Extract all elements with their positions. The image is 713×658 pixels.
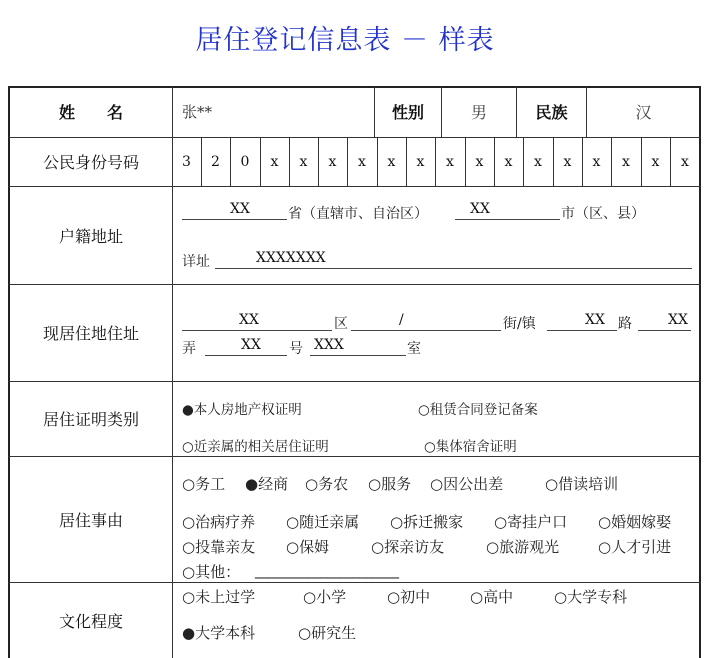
page-title: 居住登记信息表 － 样表	[195, 25, 495, 56]
number-underline	[205, 355, 287, 356]
number-suffix: 号	[289, 341, 303, 357]
room-underline	[310, 355, 406, 356]
lane-value: XX	[668, 312, 688, 328]
id-digit: x	[563, 154, 572, 170]
street-value: /	[399, 312, 404, 328]
road-value: XX	[585, 312, 605, 328]
reason-option[interactable]: ○治病疗养	[182, 513, 256, 531]
id-digit: x	[534, 154, 542, 170]
reason-option[interactable]: ○其他：	[182, 563, 241, 581]
id-digit: 0	[240, 154, 250, 170]
id-digit: x	[358, 154, 366, 170]
id-digit: x	[416, 154, 425, 170]
province-value: XX	[230, 201, 250, 217]
road-underline	[547, 330, 617, 331]
reason-option[interactable]: ○婚姻嫁娶	[598, 513, 672, 531]
reason-option[interactable]: ○务农	[305, 475, 349, 493]
detail-underline	[215, 268, 692, 269]
reason-option[interactable]: ○借读培训	[545, 475, 619, 493]
id-digit: x	[592, 154, 601, 170]
other-reason-blank[interactable]: ______________________	[255, 561, 398, 579]
street-suffix: 街/镇	[503, 316, 536, 332]
reason-option[interactable]: ○随迁亲属	[286, 513, 360, 531]
lane-underline	[638, 330, 691, 331]
id-digit: x	[446, 154, 454, 170]
gender-label: 性别	[391, 103, 424, 122]
id-digit: x	[504, 154, 513, 170]
residence-address-label: 现居住地住址	[42, 324, 139, 343]
district-value: XX	[239, 312, 259, 328]
education-option[interactable]: ●大学本科	[182, 624, 256, 642]
id-number-label: 公民身份号码	[42, 153, 139, 172]
proof-option[interactable]: ○集体宿舍证明	[424, 439, 517, 455]
reason-option[interactable]: ○探亲访友	[371, 538, 445, 556]
street-underline	[351, 330, 501, 331]
id-digit: x	[328, 154, 337, 170]
province-underline	[182, 219, 287, 220]
room-value: XXX	[314, 337, 344, 353]
proof-option[interactable]: ○租赁合同登记备案	[418, 402, 538, 418]
name-label: 姓 名	[58, 103, 123, 122]
education-option[interactable]: ○小学	[303, 588, 347, 606]
education-label: 文化程度	[58, 611, 123, 631]
city-value: XX	[470, 201, 490, 217]
id-digit: x	[475, 154, 484, 170]
id-digit: x	[299, 154, 308, 170]
ethnicity-label: 民族	[535, 103, 568, 122]
education-option[interactable]: ○研究生	[298, 624, 357, 642]
education-option[interactable]: ○初中	[387, 588, 431, 606]
proof-option[interactable]: ○近亲属的相关居住证明	[182, 439, 329, 455]
gender-value: 男	[470, 103, 487, 122]
detail-address-value: XXXXXXX	[256, 250, 326, 266]
reason-option[interactable]: ○服务	[368, 475, 412, 493]
reason-option[interactable]: ○因公出差	[430, 475, 504, 493]
id-digit: x	[622, 154, 630, 170]
reason-option[interactable]: ○拆迁搬家	[390, 513, 464, 531]
city-underline	[455, 219, 560, 220]
id-digit: x	[387, 154, 396, 170]
household-address-label: 户籍地址	[58, 226, 123, 246]
reason-option[interactable]: ○投靠亲友	[182, 538, 256, 556]
reason-option[interactable]: ○寄挂户口	[494, 513, 568, 531]
number-value: XX	[241, 337, 261, 353]
ethnicity-value: 汉	[635, 103, 652, 122]
education-option[interactable]: ○大学专科	[554, 588, 628, 606]
reason-option[interactable]: ○人才引进	[598, 538, 672, 556]
reason-label: 居住事由	[58, 510, 123, 530]
reason-option[interactable]: ○保姆	[286, 538, 330, 556]
district-underline	[182, 330, 332, 331]
id-digit: x	[681, 154, 689, 170]
education-option[interactable]: ○高中	[470, 588, 514, 606]
reason-option[interactable]: ●经商	[245, 475, 289, 493]
province-suffix: 省（直辖市、自治区）	[288, 206, 428, 222]
room-suffix: 室	[407, 341, 421, 357]
reason-option[interactable]: ○旅游观光	[486, 538, 560, 556]
id-digit: 2	[211, 154, 220, 170]
id-digit: 3	[182, 154, 191, 170]
reason-option[interactable]: ○务工	[182, 475, 226, 493]
road-suffix: 路	[618, 316, 632, 332]
detail-address-label: 详址	[182, 254, 210, 270]
proof-option[interactable]: ●本人房地产权证明	[182, 402, 302, 418]
district-suffix: 区	[334, 316, 348, 332]
id-digit: x	[270, 154, 279, 170]
proof-type-label: 居住证明类别	[42, 410, 139, 429]
id-digit: x	[651, 154, 660, 170]
city-suffix: 市（区、县）	[561, 206, 645, 222]
name-value: 张**	[182, 103, 213, 121]
lane-suffix: 弄	[182, 341, 196, 357]
education-option[interactable]: ○未上过学	[182, 588, 256, 606]
